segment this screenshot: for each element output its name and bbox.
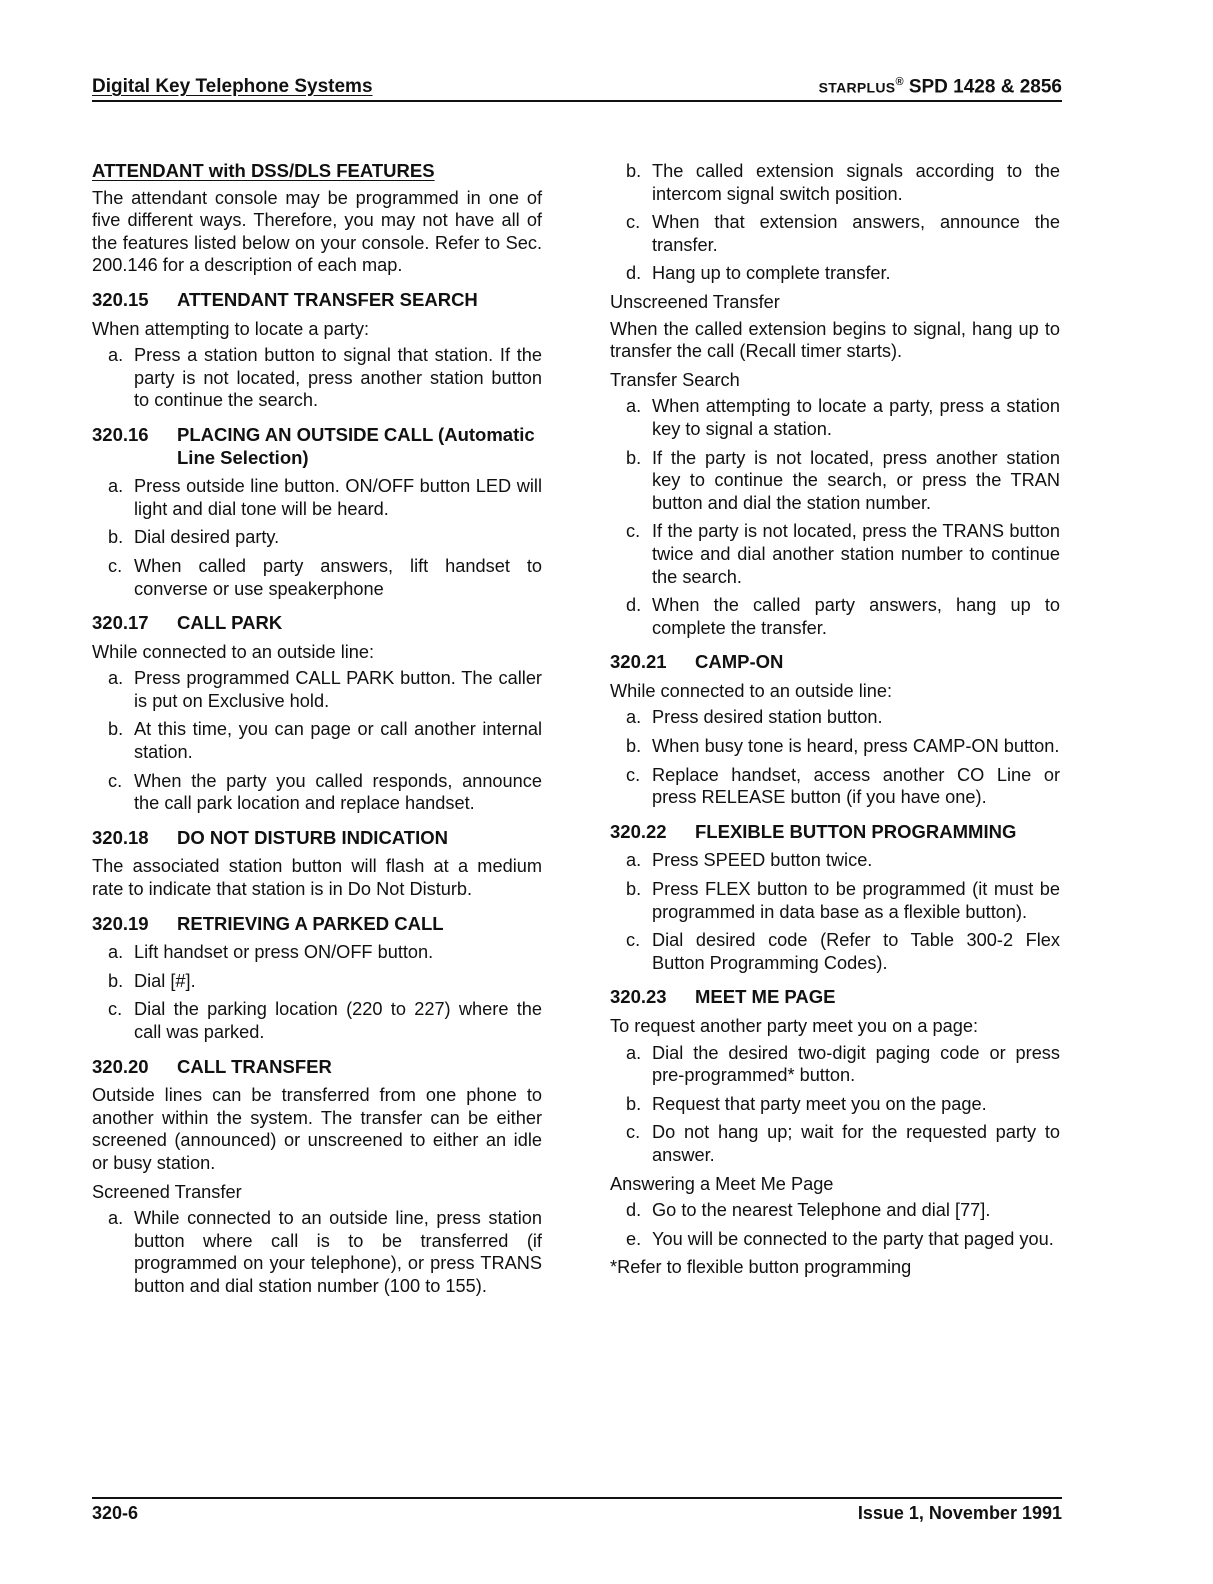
item-text: You will be connected to the party that paged you. [652,1228,1054,1249]
item-text: Do not hang up; wait for the requested party to answer. [652,1122,1060,1165]
list-item [610,764,1060,809]
item-letter: b. [626,879,642,900]
list-item [610,929,1060,974]
footnote: *Refer to flexible button programming [610,1257,912,1278]
list-item [610,849,1060,872]
item-letter: c. [108,999,123,1020]
section-heading [92,1056,542,1079]
step-list [92,667,542,815]
item-text: Dial the desired two-digit paging code or press pre-programmed* button. [652,1042,1060,1086]
item-letter: b. [626,161,642,181]
item-text: When busy tone is heard, press CAMP-ON button. [652,736,1060,757]
list-item [610,878,1060,923]
item-text: When that extension answers, announce the transfer. [652,212,1060,255]
section-title: ATTENDANT TRANSFER SEARCH [177,288,478,310]
item-letter: c. [626,930,641,951]
section-number: 320.17 [92,612,149,634]
list-item [92,941,542,964]
section-heading [92,612,542,635]
section-heading [610,651,1060,674]
list-item [92,475,542,520]
issue-date: Issue 1, November 1991 [857,1503,1062,1523]
subheading: Screened Transfer [92,1181,242,1202]
item-letter: a. [626,850,642,871]
list-item [610,447,1060,515]
list-item [610,1199,1060,1222]
header-model: SPD 1428 & 2856 [908,76,1062,97]
list-item [92,1207,542,1297]
item-letter: c. [108,770,123,791]
section-title: CALL PARK [177,612,283,634]
section-body: The associated station button will flash at a medium rate to indicate that station is in Do Not Disturb. [92,856,542,900]
page-footer [92,1497,1062,1523]
list-item [610,1042,1060,1087]
item-text: When the party you called responds, announce the call park location and replace handset. [134,770,542,814]
item-letter: a. [108,1208,124,1229]
item-text: Press a station button to signal that station. If the party is not located, press another station button to continue the search. [134,345,542,411]
subheading: Unscreened Transfer [610,291,780,312]
section-heading [610,986,1060,1009]
header-title: Digital Key Telephone Systems [92,76,373,97]
section-title: RETRIEVING A PARKED CALL [177,912,444,934]
section-title: MEET ME PAGE [695,986,836,1008]
step-list [610,706,1060,808]
step-list [92,475,542,600]
section-number: 320.22 [610,820,667,842]
item-text: Dial the parking location (220 to 227) where the call was parked. [134,999,542,1042]
item-letter: e. [626,1228,642,1249]
section-number: 320.18 [92,826,149,848]
page-number: 320-6 [92,1503,139,1523]
list-item [92,555,542,600]
section-body: When the called extension begins to signal, hang up to transfer the call (Recall timer starts). [610,318,1060,362]
step-list [610,849,1060,974]
item-letter: a. [108,942,124,963]
item-letter: b. [626,447,642,468]
item-letter: b. [626,1093,642,1114]
section-lead: To request another party meet you on a page: [610,1016,979,1036]
item-letter: b. [626,736,642,757]
list-item [610,395,1060,440]
item-letter: c. [108,555,123,576]
subheading: Transfer Search [610,369,740,390]
item-text: Replace handset, access another CO Line or press RELEASE button (if you have one). [652,764,1060,808]
feature-title: ATTENDANT with DSS/DLS FEATURES [92,160,435,181]
item-letter: a. [108,476,124,497]
step-list [610,160,1060,285]
list-item [92,526,542,549]
item-text: Press outside line button. ON/OFF button LED will light and dial tone will be heard. [134,476,542,519]
list-item [610,735,1060,758]
section-heading [92,913,542,936]
item-letter: b. [108,527,124,548]
item-text: Press programmed CALL PARK button. The caller is put on Exclusive hold. [134,668,542,711]
list-item [610,1228,1060,1251]
subheading: Answering a Meet Me Page [610,1173,834,1194]
section-title: PLACING AN OUTSIDE CALL (Automatic Line Selection) [177,423,535,468]
item-letter: d. [626,595,642,616]
step-list [92,1207,542,1297]
header-product [819,76,1062,98]
item-text: Lift handset or press ON/OFF button. [134,942,434,963]
item-letter: a. [108,345,124,366]
list-item [92,770,542,815]
section-title: DO NOT DISTURB INDICATION [177,826,448,848]
list-item [610,211,1060,256]
item-letter: b. [108,970,124,991]
section-number: 320.16 [92,423,149,445]
right-column [610,160,1060,1279]
list-item [92,970,542,993]
section-body: Outside lines can be transferred from one phone to another within the system. The transfer can be either screened (announced) or unscreened to either an idle or busy station. [92,1085,542,1173]
item-text: Hang up to complete transfer. [652,263,891,284]
step-list [610,1199,1060,1250]
section-heading [92,827,542,850]
item-text: Dial desired code (Refer to Table 300-2 Flex Button Programming Codes). [652,930,1060,973]
item-text: If the party is not located, press the TRANS button twice and dial another station number to continue the search. [652,521,1060,587]
item-text: When attempting to locate a party, press a station key to signal a station. [652,396,1060,439]
section-lead: While connected to an outside line: [610,680,893,701]
item-text: Press desired station button. [652,707,883,728]
item-text: Request that party meet you on the page. [652,1093,987,1114]
list-item [610,1121,1060,1166]
item-letter: c. [626,764,641,785]
step-list [610,395,1060,639]
list-item [92,344,542,412]
section-title: CALL TRANSFER [177,1055,332,1077]
item-letter: d. [626,1200,642,1221]
section-title: CAMP-ON [695,651,784,673]
item-letter: a. [626,1042,642,1063]
item-letter: b. [108,719,124,740]
list-item [610,1093,1060,1116]
section-number: 320.20 [92,1055,149,1077]
intro-paragraph: The attendant console may be programmed in one of five different ways. Therefore, you may not have all of the features listed below on your console. Refer to Sec. 200.146 for a description of each map. [92,187,542,276]
section-heading [610,821,1060,844]
item-text: At this time, you can page or call another internal station. [134,719,542,763]
section-number: 320.19 [92,912,149,934]
header-brand: STARPLUS [818,79,896,95]
list-item [92,718,542,763]
section-title: FLEXIBLE BUTTON PROGRAMMING [695,820,1017,842]
item-letter: a. [108,668,124,689]
step-list [92,344,542,412]
item-text: Press FLEX button to be programmed (it must be programmed in data base as a flexible button). [652,879,1060,922]
item-text: Press SPEED button twice. [652,850,873,871]
section-lead: When attempting to locate a party: [92,318,370,339]
item-letter: a. [626,396,642,417]
item-letter: c. [626,212,641,233]
step-list [92,941,542,1043]
step-list [610,1042,1060,1167]
left-column [92,160,542,1304]
item-text: When the called party answers, hang up to complete the transfer. [652,595,1060,638]
item-text: While connected to an outside line, press station button where call is to be transferred (if programmed on your telephone), or press TRANS button and dial station number (100 to 155). [134,1208,542,1296]
section-number: 320.21 [610,651,667,673]
page-header [92,74,1062,102]
section-number: 320.23 [610,986,667,1008]
item-letter: c. [626,1122,641,1143]
item-text: When called party answers, lift handset to converse or use speakerphone [134,555,542,599]
item-text: Go to the nearest Telephone and dial [77]. [652,1200,991,1221]
list-item [610,160,1060,205]
section-lead: While connected to an outside line: [92,641,375,662]
item-text: Dial desired party. [134,527,280,548]
list-item [92,998,542,1043]
item-text: The called extension signals according to the intercom signal switch position. [652,161,1060,204]
item-letter: a. [626,707,642,728]
list-item [610,594,1060,639]
item-letter: c. [626,521,641,542]
section-heading [92,289,542,312]
list-item [610,706,1060,729]
item-letter: d. [626,263,642,284]
list-item [610,262,1060,285]
item-text: If the party is not located, press another station key to continue the search, or press the TRAN button and dial the station number. [652,447,1060,513]
list-item [92,667,542,712]
section-heading [92,424,542,469]
registered-mark: ® [895,75,904,88]
section-number: 320.15 [92,288,149,310]
item-text: Dial [#]. [134,970,196,991]
list-item [610,520,1060,588]
